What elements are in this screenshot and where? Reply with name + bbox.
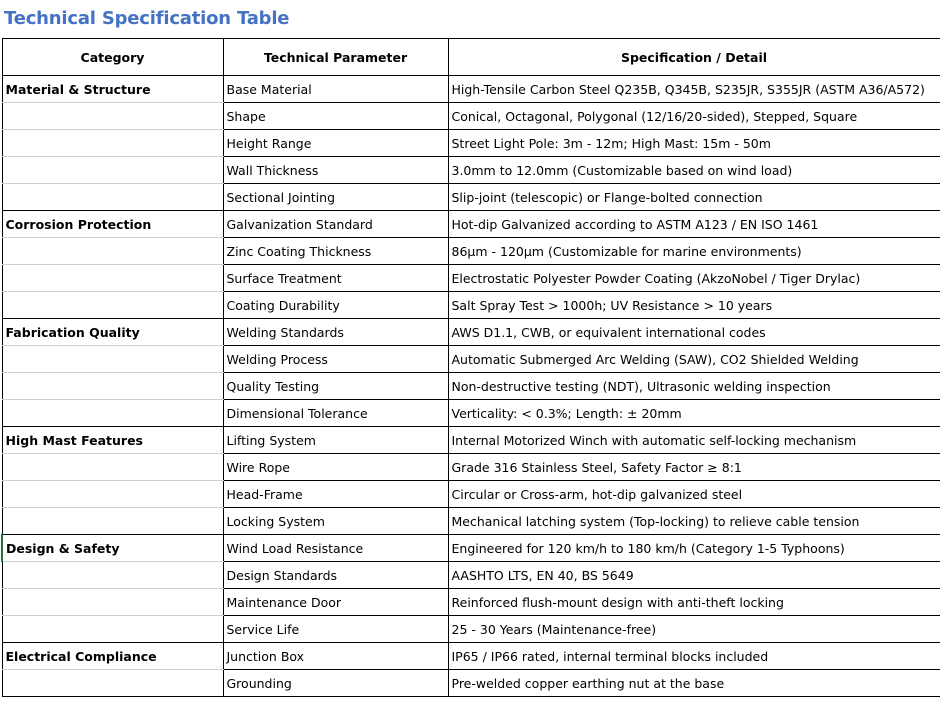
cell-parameter[interactable]: Grounding [223, 670, 448, 697]
table-row [2, 454, 940, 481]
table-row [2, 76, 940, 103]
cell-parameter[interactable]: Zinc Coating Thickness [223, 238, 448, 265]
table-row [2, 562, 940, 589]
table-header-row [2, 39, 940, 76]
cell-parameter[interactable]: Surface Treatment [223, 265, 448, 292]
cell-parameter[interactable]: Service Life [223, 616, 448, 643]
table-row [2, 400, 940, 427]
table-row [2, 670, 940, 697]
cell-category[interactable] [2, 130, 223, 157]
cell-category[interactable] [2, 157, 223, 184]
cell-category[interactable] [2, 670, 223, 697]
table-row [2, 427, 940, 454]
cell-detail[interactable]: Non-destructive testing (NDT), Ultrasonic welding inspection [448, 373, 940, 400]
table-body [2, 76, 940, 697]
cell-parameter[interactable]: Junction Box [223, 643, 448, 670]
cell-parameter[interactable]: Shape [223, 103, 448, 130]
table-row [2, 643, 940, 670]
cell-category[interactable] [2, 400, 223, 427]
cell-category[interactable] [2, 373, 223, 400]
cell-detail[interactable]: Engineered for 120 km/h to 180 km/h (Category 1-5 Typhoons) [448, 535, 940, 562]
cell-category[interactable]: High Mast Features [2, 427, 223, 454]
table-row [2, 238, 940, 265]
cell-parameter[interactable]: Locking System [223, 508, 448, 535]
cell-category[interactable]: Material & Structure [2, 76, 223, 103]
table-row [2, 130, 940, 157]
cell-detail[interactable]: Street Light Pole: 3m - 12m; High Mast: 15m - 50m [448, 130, 940, 157]
cell-category[interactable] [2, 346, 223, 373]
cell-detail[interactable]: Pre-welded copper earthing nut at the base [448, 670, 940, 697]
cell-parameter[interactable]: Head-Frame [223, 481, 448, 508]
cell-category[interactable] [2, 238, 223, 265]
cell-parameter[interactable]: Quality Testing [223, 373, 448, 400]
cell-detail[interactable]: 3.0mm to 12.0mm (Customizable based on wind load) [448, 157, 940, 184]
cell-parameter[interactable]: Maintenance Door [223, 589, 448, 616]
table-row [2, 211, 940, 238]
table-row [2, 265, 940, 292]
cell-parameter[interactable]: Design Standards [223, 562, 448, 589]
table-row [2, 346, 940, 373]
cell-detail[interactable]: 25 - 30 Years (Maintenance-free) [448, 616, 940, 643]
cell-category[interactable] [2, 103, 223, 130]
cell-detail[interactable]: Grade 316 Stainless Steel, Safety Factor ≥ 8:1 [448, 454, 940, 481]
table-row [2, 292, 940, 319]
cell-detail[interactable]: AASHTO LTS, EN 40, BS 5649 [448, 562, 940, 589]
page-title: Technical Specification Table [4, 8, 290, 29]
cell-category[interactable]: Electrical Compliance [2, 643, 223, 670]
cell-detail[interactable]: Hot-dip Galvanized according to ASTM A123 / EN ISO 1461 [448, 211, 940, 238]
table-row [2, 508, 940, 535]
cell-detail[interactable]: Slip-joint (telescopic) or Flange-bolted connection [448, 184, 940, 211]
cell-category[interactable] [2, 589, 223, 616]
cell-detail[interactable]: Automatic Submerged Arc Welding (SAW), CO2 Shielded Welding [448, 346, 940, 373]
cell-detail[interactable]: Mechanical latching system (Top-locking) to relieve cable tension [448, 508, 940, 535]
cell-parameter[interactable]: Wind Load Resistance [223, 535, 448, 562]
cell-parameter[interactable]: Wall Thickness [223, 157, 448, 184]
cell-category[interactable] [2, 454, 223, 481]
cell-detail[interactable]: Salt Spray Test > 1000h; UV Resistance > 10 years [448, 292, 940, 319]
table-row [2, 535, 940, 562]
cell-category[interactable] [2, 292, 223, 319]
column-header-detail[interactable]: Specification / Detail [448, 39, 940, 76]
table-row [2, 616, 940, 643]
table-row [2, 184, 940, 211]
cell-category[interactable]: Corrosion Protection [2, 211, 223, 238]
spec-table [1, 38, 940, 697]
cell-category[interactable] [2, 616, 223, 643]
table-row [2, 589, 940, 616]
cell-category[interactable] [2, 265, 223, 292]
cell-category[interactable] [2, 562, 223, 589]
table-row [2, 481, 940, 508]
cell-detail[interactable]: Conical, Octagonal, Polygonal (12/16/20-sided), Stepped, Square [448, 103, 940, 130]
cell-parameter[interactable]: Wire Rope [223, 454, 448, 481]
cell-category[interactable] [2, 508, 223, 535]
cell-parameter[interactable]: Galvanization Standard [223, 211, 448, 238]
column-header-category[interactable]: Category [2, 39, 223, 76]
cell-parameter[interactable]: Sectional Jointing [223, 184, 448, 211]
cell-parameter[interactable]: Lifting System [223, 427, 448, 454]
cell-detail[interactable]: IP65 / IP66 rated, internal terminal blocks included [448, 643, 940, 670]
table-row [2, 103, 940, 130]
cell-parameter[interactable]: Dimensional Tolerance [223, 400, 448, 427]
cell-detail[interactable]: 86μm - 120μm (Customizable for marine environments) [448, 238, 940, 265]
table-row [2, 157, 940, 184]
cell-detail[interactable]: Circular or Cross-arm, hot-dip galvanized steel [448, 481, 940, 508]
cell-category[interactable] [2, 184, 223, 211]
cell-category[interactable]: Design & Safety [2, 535, 223, 562]
cell-detail[interactable]: Electrostatic Polyester Powder Coating (AkzoNobel / Tiger Drylac) [448, 265, 940, 292]
cell-parameter[interactable]: Height Range [223, 130, 448, 157]
cell-parameter[interactable]: Welding Process [223, 346, 448, 373]
cell-parameter[interactable]: Base Material [223, 76, 448, 103]
cell-category[interactable]: Fabrication Quality [2, 319, 223, 346]
cell-parameter[interactable]: Welding Standards [223, 319, 448, 346]
cell-detail[interactable]: Reinforced flush-mount design with anti-theft locking [448, 589, 940, 616]
table-row [2, 373, 940, 400]
cell-category[interactable] [2, 481, 223, 508]
cell-detail[interactable]: Internal Motorized Winch with automatic self-locking mechanism [448, 427, 940, 454]
cell-detail[interactable]: High-Tensile Carbon Steel Q235B, Q345B, S235JR, S355JR (ASTM A36/A572) [448, 76, 940, 103]
cell-detail[interactable]: Verticality: < 0.3%; Length: ± 20mm [448, 400, 940, 427]
column-header-parameter[interactable]: Technical Parameter [223, 39, 448, 76]
cell-detail[interactable]: AWS D1.1, CWB, or equivalent international codes [448, 319, 940, 346]
cell-parameter[interactable]: Coating Durability [223, 292, 448, 319]
table-row [2, 319, 940, 346]
